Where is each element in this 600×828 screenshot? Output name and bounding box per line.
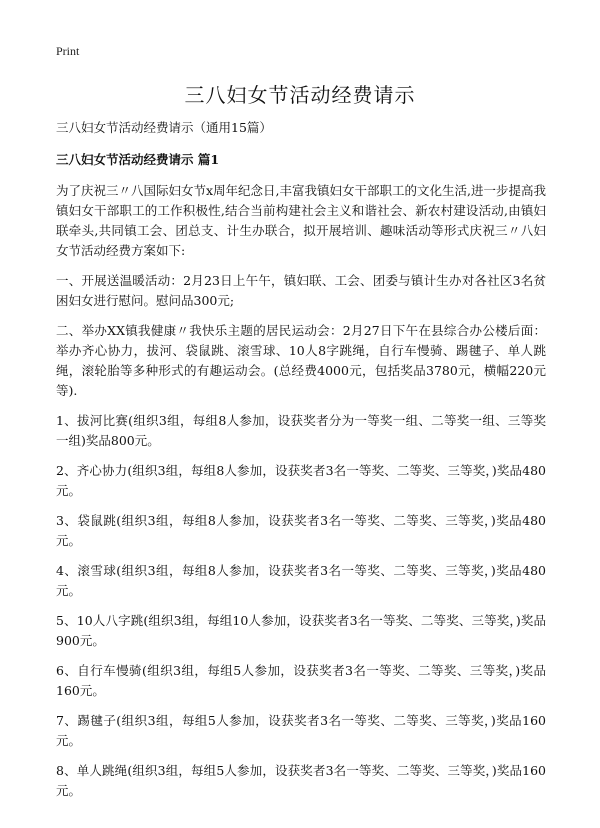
paragraph-activity-1: 一、开展送温暖活动：2月23日上午午，镇妇联、工会、团委与镇计生办对各社区3名贫困妇女进行慰问。慰问品300元; [56,273,546,308]
list-item-figure-eight-jump: 5、10人八字跳(组织3组，每组10人参加，设获奖者3名一等奖、二等奖、三等奖，)奖品900元。 [56,613,546,648]
document-body [56,118,546,811]
document-subtitle: 三八妇女节活动经费请示（通用15篇） [56,120,272,135]
list-item-kangaroo-jump: 3、袋鼠跳(组织3组，每组8人参加，设获奖者3名一等奖、二等奖、三等奖，)奖品480元。 [56,513,546,548]
list-item-shuttlecock: 7、踢毽子(组织3组，每组5人参加，设获奖者3名一等奖、二等奖、三等奖，)奖品160元。 [56,713,546,748]
section-heading: 三八妇女节活动经费请示 篇1 [56,152,220,167]
paragraph-intro: 为了庆祝三〃八国际妇女节x周年纪念日,丰富我镇妇女干部职工的文化生活,进一步提高我镇妇女干部职工的工作积极性,结合当前构建社会主义和谐社会、新农村建设活动,由镇妇联牵头,共同镇工会、团总支、计生办联合，拟开展培训、趣味活动等形式庆祝三〃八妇女节活动经费方案如下: [56,183,546,258]
list-item-tug-of-war: 1、拔河比赛(组织3组，每组8人参加，设获奖者分为一等奖一组、二等奖一组、三等奖一组)奖品800元。 [56,413,546,448]
list-item-slow-bike: 6、自行车慢骑(组织3组，每组5人参加，设获奖者3名一等奖、二等奖、三等奖，)奖品160元。 [56,663,546,698]
page-title: 三八妇女节活动经费请示 [184,83,416,107]
list-item-single-rope: 8、单人跳绳(组织3组，每组5人参加，设获奖者3名一等奖、二等奖、三等奖，)奖品160元。 [56,763,546,798]
paragraph-activity-2: 二、举办XX镇我健康〃我快乐主题的居民运动会：2月27日下午在县综合办公楼后面：举办齐心协力，拔河、袋鼠跳、滚雪球、10人8字跳绳，自行车慢骑、踢毽子、单人跳绳，滚轮胎等多种形式的有趣运动会。(总经费4000元，包括奖品3780元，横幅220元等). [56,323,546,398]
list-item-snowball: 4、滚雪球(组织3组，每组8人参加，设获奖者3名一等奖、二等奖、三等奖，)奖品480元。 [56,563,546,598]
list-item-teamwork: 2、齐心协力(组织3组，每组8人参加，设获奖者3名一等奖、二等奖、三等奖，)奖品480元。 [56,463,546,498]
print-link[interactable]: Print [56,44,80,58]
